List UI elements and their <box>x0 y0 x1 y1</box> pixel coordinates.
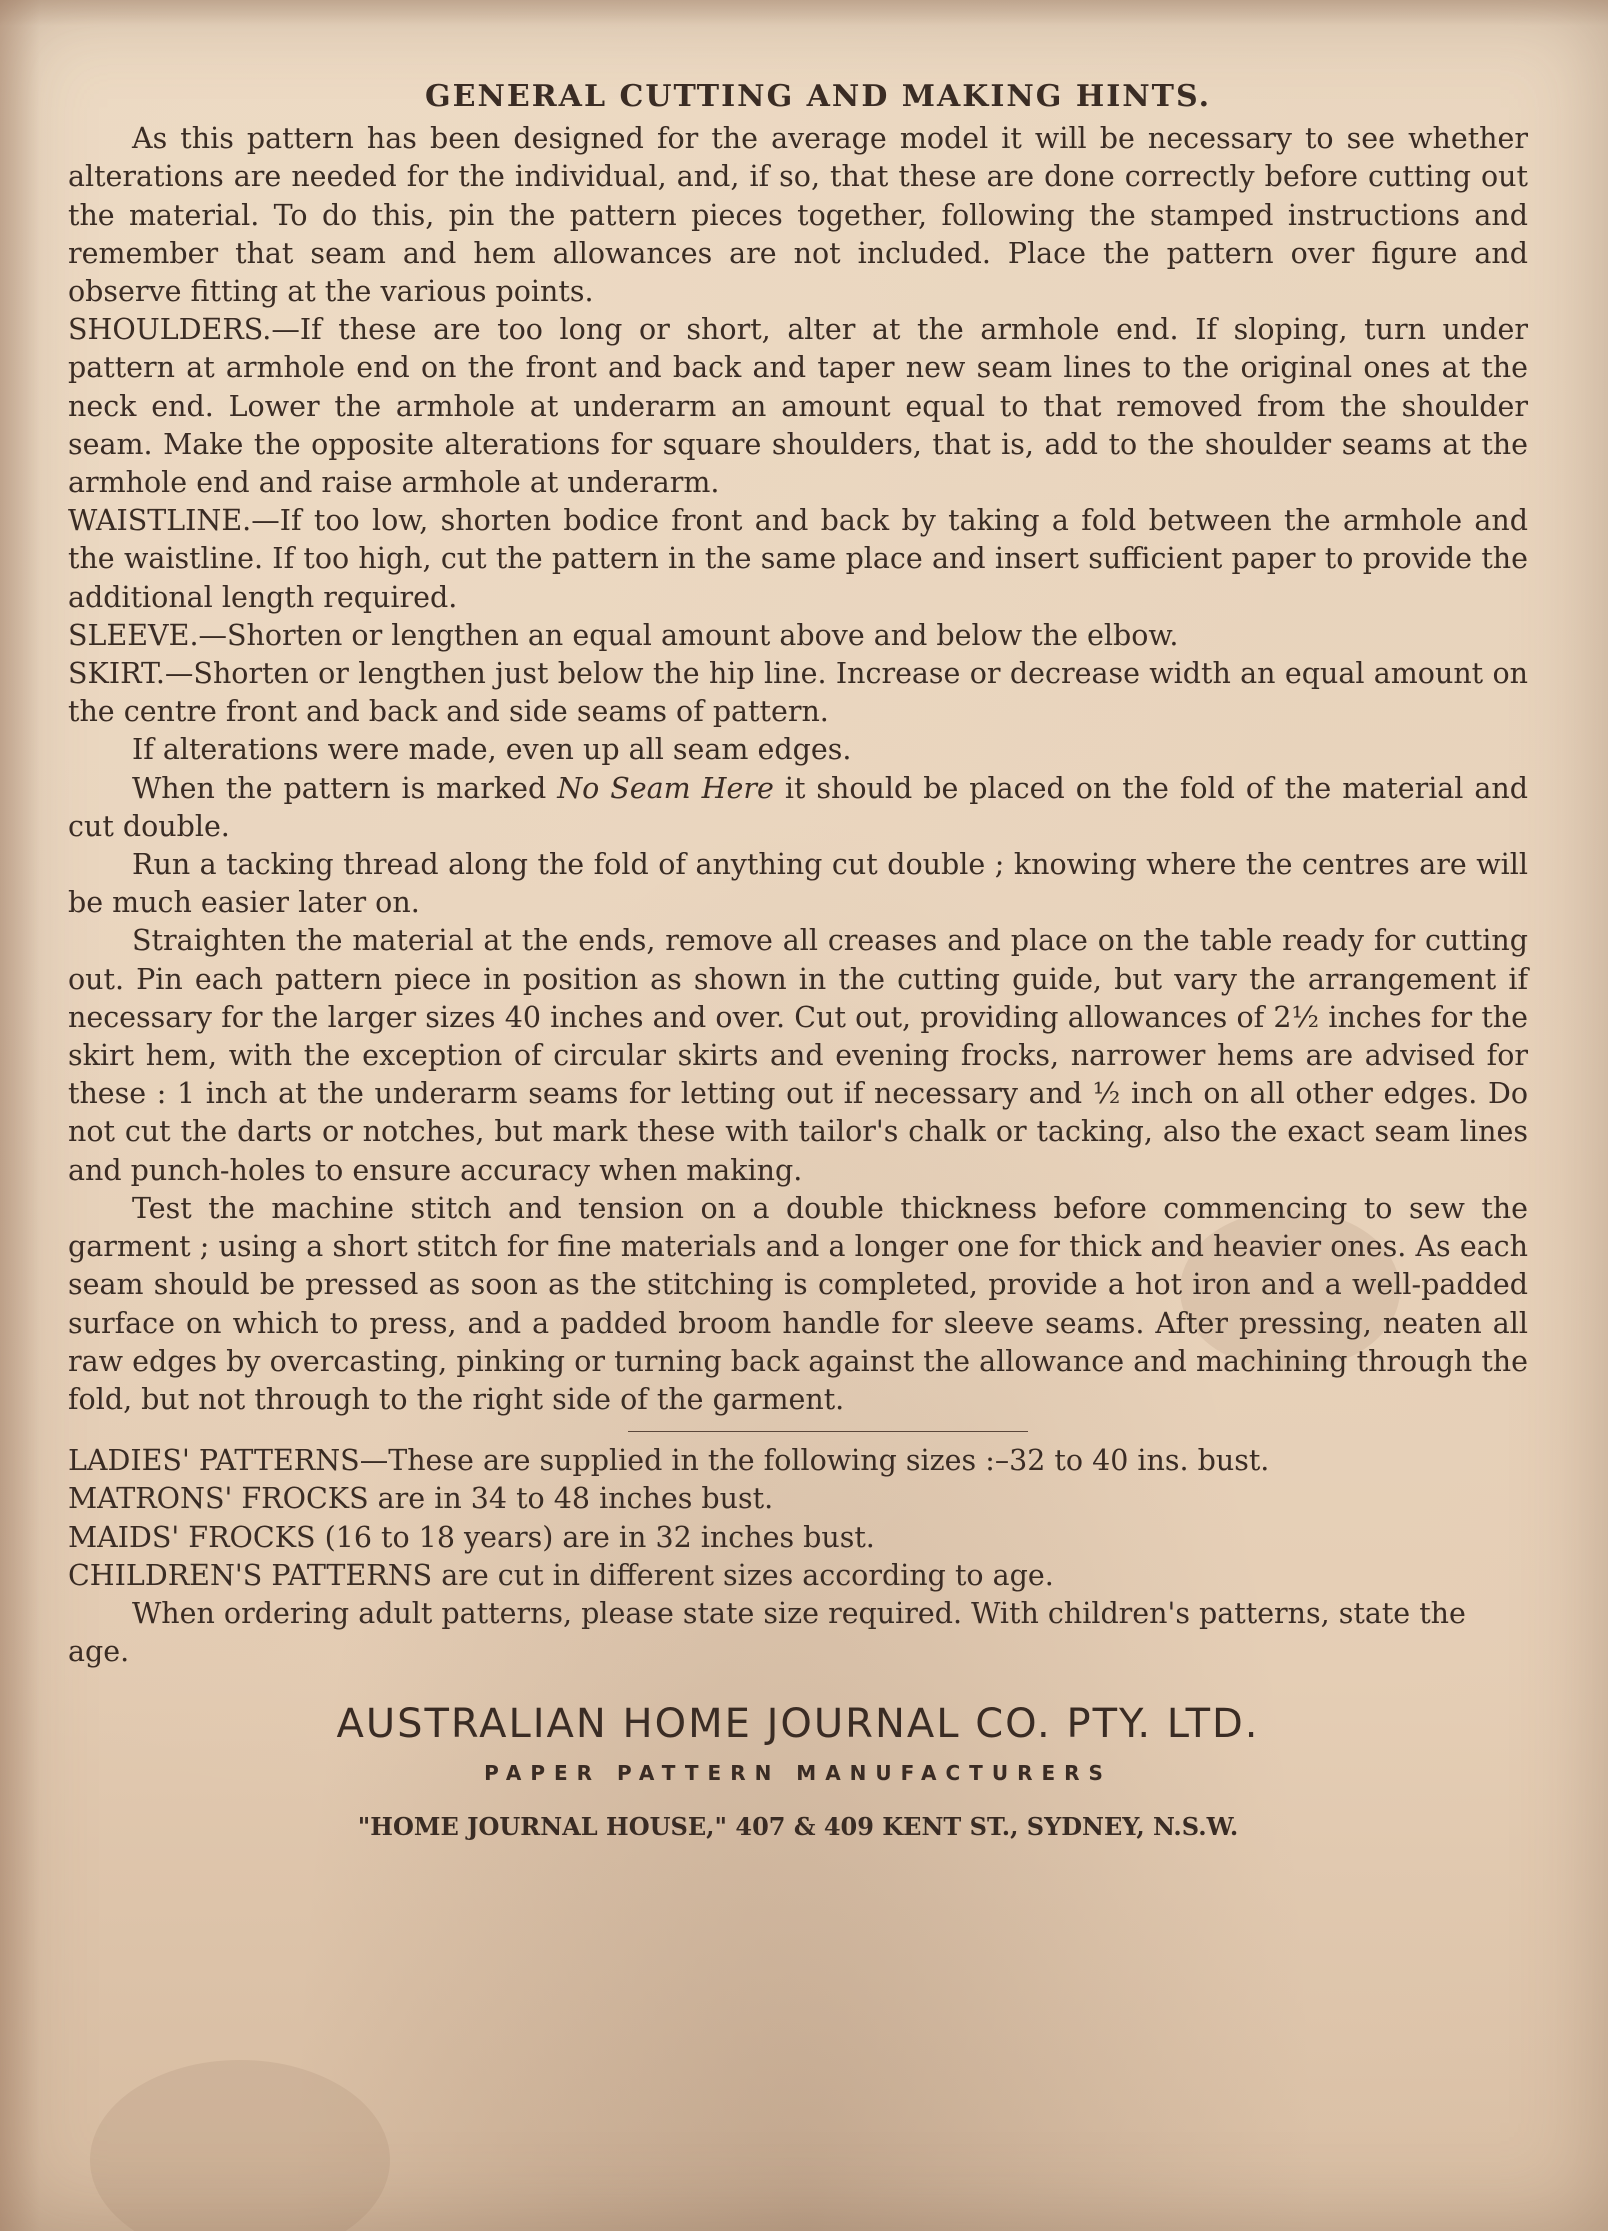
company-subtitle: PAPER PATTERN MANUFACTURERS <box>484 1760 1112 1785</box>
waistline-label: WAISTLINE. <box>68 504 252 538</box>
waistline-text: —If too low, shorten bodice front and back by taking a fold between the armhole and the waistline. If too high, cut the pattern in the same place and insert sufficient paper to provide the additional length required. <box>68 504 1528 614</box>
skirt-text: —Shorten or lengthen just below the hip line. Increase or decrease width an equal amount on the centre front and back and side seams of pattern. <box>68 657 1528 729</box>
size-line-children: CHILDREN'S PATTERNS are cut in different sizes according to age. <box>68 1558 1054 1592</box>
sleeve-label: SLEEVE. <box>68 618 199 652</box>
shoulders-text: —If these are too long or short, alter at the armhole end. If sloping, turn under pattern at armhole end on the front and back and taper new seam lines to the original ones at the neck end. Lower the armhole at underarm an amount equal to that removed from the shoulder seam. Make the opposite alterations for square shoulders, that is, add to the shoulder seams at the armhole end and raise armhole at underarm. <box>68 313 1528 500</box>
no-seam-text-before: When the pattern is marked <box>132 771 558 805</box>
no-seam-text: it should be placed on the fold of the material and cut double. <box>68 771 1528 843</box>
no-seam-paragraph <box>68 770 1528 846</box>
cutting-paragraph <box>68 922 1528 1189</box>
alterations-text: If alterations were made, even up all seam edges. <box>132 733 852 767</box>
section-divider <box>628 1431 1028 1432</box>
worn-left-edge <box>0 0 40 2231</box>
company-name: AUSTRALIAN HOME JOURNAL CO. PTY. LTD. <box>336 1701 1260 1748</box>
skirt-paragraph <box>68 655 1528 731</box>
alterations-paragraph <box>68 731 1528 769</box>
document-body <box>68 78 1528 1846</box>
shoulders-paragraph <box>68 311 1528 502</box>
sizes-section <box>68 1442 1528 1671</box>
machine-text: Test the machine stitch and tension on a double thickness before commencing to sew the garment ; using a short stitch for fine materials and a longer one for thick and heavier ones. As each seam should be pressed as soon as the stitching is completed, provide a hot iron and a well-padded surface on which to press, and a padded broom handle for sleeve seams. After pressing, neaten all raw edges by overcasting, pinking or turning back against the allowance and machining through the fold, but not through to the right side of the garment. <box>68 1191 1528 1416</box>
machine-paragraph <box>68 1190 1528 1419</box>
worn-top-edge <box>0 0 1608 26</box>
paper-stain <box>90 2060 390 2231</box>
ordering-note: When ordering adult patterns, please state size required. With children's patterns, state the age. <box>68 1596 1466 1669</box>
no-seam-emphasis: No Seam Here <box>557 771 774 805</box>
page-title: GENERAL CUTTING AND MAKING HINTS. <box>424 79 1212 114</box>
size-line-matrons: MATRONS' FROCKS are in 34 to 48 inches bust. <box>68 1482 774 1516</box>
size-line-ladies: LADIES' PATTERNS—These are supplied in the following sizes :–32 to 40 ins. bust. <box>68 1444 1270 1478</box>
sleeve-text: —Shorten or lengthen an equal amount above and below the elbow. <box>198 618 1179 652</box>
cutting-text: Straighten the material at the ends, remove all creases and place on the table ready for cutting out. Pin each pattern piece in position as shown in the cutting guide, but vary the arrangement if necessary for the larger sizes 40 inches and over. Cut out, providing allowances of 2½ inches for the skirt hem, with the exception of circular skirts and evening frocks, narrower hems are advised for these : 1 inch at the underarm seams for letting out if necessary and ½ inch on all other edges. Do not cut the darts or notches, but mark these with tailor's chalk or tacking, also the exact seam lines and punch-holes to ensure accuracy when making. <box>68 924 1528 1187</box>
tacking-text: Run a tacking thread along the fold of anything cut double ; knowing where the centres are will be much easier later on. <box>68 848 1528 920</box>
shoulders-label: SHOULDERS. <box>68 313 272 347</box>
intro-text: As this pattern has been designed for the average model it will be necessary to see whether alterations are needed for the individual, and, if so, that these are done correctly before cutting out the material. To do this, pin the pattern pieces together, following the stamped instructions and remember that seam and hem allowances are not included. Place the pattern over figure and observe fitting at the various points. <box>68 122 1528 309</box>
skirt-label: SKIRT. <box>68 657 165 691</box>
tacking-paragraph <box>68 846 1528 922</box>
waistline-paragraph <box>68 502 1528 617</box>
company-address: "HOME JOURNAL HOUSE," 407 & 409 KENT ST., SYDNEY, N.S.W. <box>357 1811 1239 1841</box>
intro-paragraph <box>68 120 1528 311</box>
sleeve-paragraph <box>68 617 1528 655</box>
size-line-maids: MAIDS' FROCKS (16 to 18 years) are in 32 inches bust. <box>68 1520 875 1554</box>
